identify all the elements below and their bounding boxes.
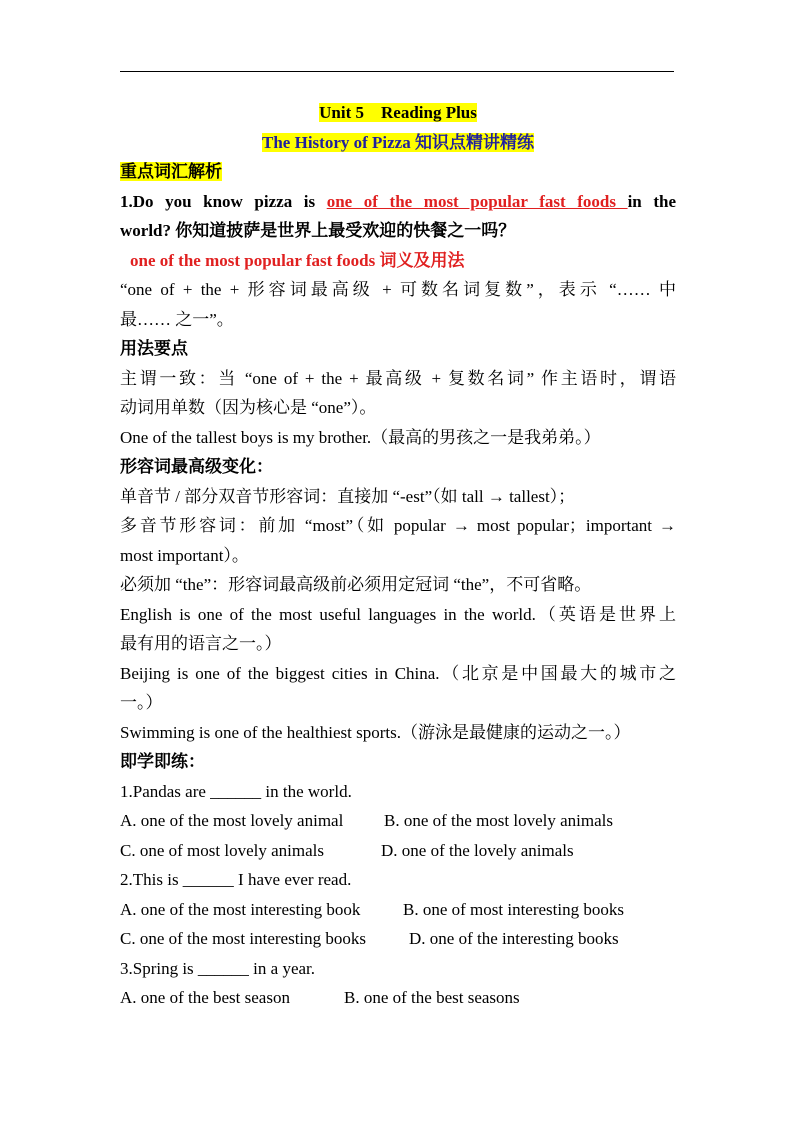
exercise-1-options-ab (120, 806, 676, 836)
option-d: D. one of the interesting books (409, 929, 619, 948)
rule-line-3: 必须加 “the”：形容词最高级前必须用定冠词 “the”，不可省略。 (120, 575, 592, 594)
option-a: A. one of the most interesting book (120, 899, 361, 919)
example-sentence-3-cont: 一。） (120, 693, 163, 712)
question-1-line-1: 1.Do you know pizza is one of the most popular fast foods in the (120, 191, 676, 211)
example-sentence-2: English is one of the most useful languages in the world.（英语是世界上 (120, 604, 676, 624)
usage-points-heading: 用法要点 (120, 339, 188, 358)
agreement-line-2: 动词用单数（因为核心是 “one”）。 (120, 398, 377, 417)
rule-line-1: 单音节 / 部分双音节形容词：直接加 “-est”（如 tall → tallest）； (120, 486, 576, 506)
definition-line-2: 最…… 之一”。 (120, 309, 234, 329)
option-b: B. one of the best seasons (344, 988, 520, 1007)
exercise-1-question: 1.Pandas are ______ in the world. (120, 781, 352, 801)
superlative-heading: 形容词最高级变化： (120, 457, 273, 476)
usage-heading: one of the most popular fast foods 词义及用法 (130, 250, 465, 270)
exercise-2-options-cd (120, 924, 676, 954)
section-heading-vocab: 重点词汇解析 (120, 162, 222, 181)
highlighted-phrase: one of the most popular fast foods (326, 191, 628, 211)
header-rule (120, 71, 674, 72)
definition-line-1: “one of + the + 形容词最高级 + 可数名词复数”，表示 “…… 中 (120, 280, 676, 299)
document-body (120, 98, 676, 1013)
exercise-3-options-ab (120, 983, 676, 1013)
option-d: D. one of the lovely animals (381, 840, 574, 860)
example-sentence-4: Swimming is one of the healthiest sports.（游泳是最健康的运动之一。） (120, 722, 631, 742)
option-c: C. one of the most interesting books (120, 929, 367, 948)
question-1-line-2: world? 你知道披萨是世界上最受欢迎的快餐之一吗？ (120, 221, 516, 240)
example-sentence-2-cont: 最有用的语言之一。） (120, 634, 282, 653)
option-b: B. one of most interesting books (403, 899, 624, 919)
option-b: B. one of the most lovely animals (384, 811, 613, 830)
rule-line-2-cont: most important）。 (120, 545, 249, 565)
example-sentence-1: One of the tallest boys is my brother.（最高的男孩之一是我弟弟。） (120, 427, 601, 447)
practice-heading: 即学即练： (120, 752, 205, 771)
exercise-3-question: 3.Spring is ______ in a year. (120, 958, 316, 978)
option-a: A. one of the best season (120, 988, 290, 1007)
agreement-line-1: 主谓一致：当 “one of + the + 最高级 + 复数名词” 作主语时，谓语 (120, 368, 676, 388)
example-sentence-3: Beijing is one of the biggest cities in China.（北京是中国最大的城市之 (120, 663, 676, 683)
doc-subtitle: The History of Pizza 知识点精讲精练 (262, 132, 534, 152)
option-a: A. one of the most lovely animal (120, 811, 344, 830)
rule-line-2: 多音节形容词：前加 “most”（如 popular → most popular；important → (120, 516, 676, 535)
doc-title: Unit 5 Reading Plus (319, 103, 477, 122)
exercise-2-options-ab (120, 895, 676, 925)
exercise-1-options-cd (120, 836, 676, 866)
option-c: C. one of most lovely animals (120, 840, 324, 860)
exercise-2-question: 2.This is ______ I have ever read. (120, 870, 352, 889)
